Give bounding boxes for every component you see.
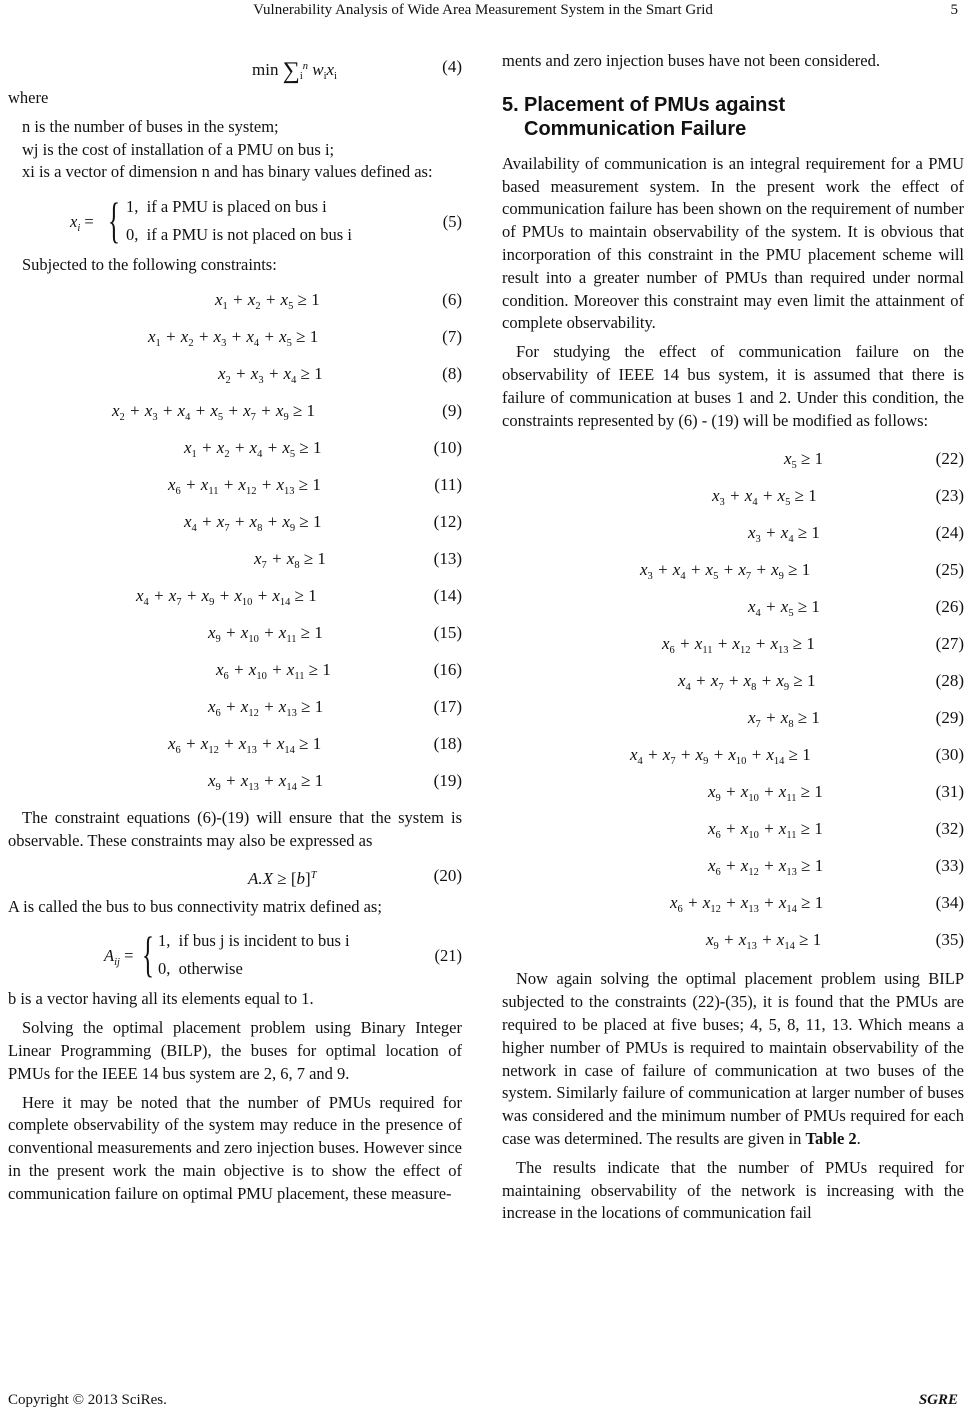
page-number: 5 (950, 2, 958, 18)
constraint-33: $x_6 + x_{12} + x_{13} \ge 1$ (33) (708, 856, 964, 879)
equation-number: (4) (442, 57, 462, 76)
constraint-22: $x_5 \ge 1$ (22) (784, 449, 964, 472)
constraint-11: $x_6 + x_{11} + x_{12} + x_{13} \ge 1$ (11) (168, 474, 462, 497)
constraint-9: $x_2 + x_3 + x_4 + x_5 + x_7 + x_9 \ge 1$ (9) (112, 400, 462, 423)
page-footer (0, 1392, 966, 1414)
equation-5-case-1: 1, if a PMU is placed on bus i (126, 197, 327, 217)
left-column (8, 50, 462, 1212)
constraint-30: $x_4 + x_7 + x_9 + x_{10} + x_{14} \ge 1$ (30) (630, 745, 964, 768)
constraint-12: $x_4 + x_7 + x_8 + x_9 \ge 1$ (12) (184, 511, 462, 534)
paragraph-matrix-a: A is called the bus to bus connectivity matrix defined as; (8, 896, 382, 916)
subjected-text: Subjected to the following constraints: (22, 255, 277, 275)
equation-5-case-2: 0, if a PMU is not placed on bus i (126, 225, 352, 245)
paragraph-results: The results indicate that the number of PMUs required for maintaining observability of the network is increasing with the increase in the locations of communication fail (502, 1157, 964, 1223)
objective-expression: $\min \sum_i^n$ $w_ix_i$ (252, 58, 337, 84)
constraint-23: $x_3 + x_4 + x_5 \ge 1$ (23) (712, 486, 964, 509)
equation-number: (21) (434, 946, 462, 966)
equation-21-case-1: 1, if bus j is incident to bus i (158, 931, 350, 951)
definition-n: n is the number of buses in the system; (22, 116, 279, 136)
constraint-18: $x_6 + x_{12} + x_{13} + x_{14} \ge 1$ (18) (168, 733, 462, 756)
paragraph-continuation: ments and zero injection buses have not been considered. (502, 51, 881, 70)
where-text: where (8, 88, 49, 107)
right-column (502, 50, 964, 1231)
equation-21-case-2: 0, otherwise (158, 959, 243, 979)
paragraph-availability: Availability of communication is an integral requirement for a PMU based measurement system. In the present work the effect of communication failure has been shown on the requirement of number of PMUs to maintain observability of the system. It is obvious that incorporation of this constraint in the PMU placement scheme will result into a greater number of PMUs than required under normal condition. Moreover this constraint may even limit the attainment of complete observability. (502, 153, 964, 333)
constraint-26: $x_4 + x_5 \ge 1$ (26) (748, 597, 964, 620)
constraint-13: $x_7 + x_8 \ge 1$ (13) (254, 548, 462, 571)
constraint-29: $x_7 + x_8 \ge 1$ (29) (748, 708, 964, 731)
constraint-35: $x_9 + x_{13} + x_{14} \ge 1$ (35) (706, 930, 964, 953)
paragraph-vector-b: b is a vector having all its elements equal to 1. (8, 989, 314, 1009)
constraint-19: $x_9 + x_{13} + x_{14} \ge 1$ (19) (208, 770, 462, 793)
constraint-17: $x_6 + x_{12} + x_{13} \ge 1$ (17) (208, 696, 462, 719)
constraint-25: $x_3 + x_4 + x_5 + x_7 + x_9 \ge 1$ (25) (640, 560, 964, 583)
constraint-7: $x_1 + x_2 + x_3 + x_4 + x_5 \ge 1$ (7) (148, 326, 462, 349)
constraint-14: $x_4 + x_7 + x_9 + x_{10} + x_{14} \ge 1$ (14) (136, 585, 462, 608)
definition-w: wj is the cost of installation of a PMU on bus i; (22, 139, 335, 159)
constraint-27: $x_6 + x_{11} + x_{12} + x_{13} \ge 1$ (27) (662, 634, 964, 657)
copyright-text: Copyright © 2013 SciRes. (8, 1392, 167, 1408)
running-head (0, 2, 966, 26)
paragraph-studying: For studying the effect of communication failure on the observability of IEEE 14 bus system, it is assumed that there is failure of communication at buses 1 and 2. Under this condition, the constraints represented by (6) - (19) will be modified as follows: (502, 342, 964, 430)
section-heading: 5. Placement of PMUs against Communication Failure (502, 93, 786, 140)
paragraph-solving: Solving the optimal placement problem using Binary Integer Linear Programming (BILP), the buses for optimal location of PMUs for the IEEE 14 bus system are 2, 6, 7 and 9. (8, 1018, 462, 1083)
table-reference[interactable]: Table 2 (805, 1128, 857, 1148)
constraint-10: $x_1 + x_2 + x_4 + x_5 \ge 1$ (10) (184, 437, 462, 460)
constraint-32: $x_6 + x_{10} + x_{11} \ge 1$ (32) (708, 819, 964, 842)
paragraph-constraints: The constraint equations (6)-(19) will ensure that the system is observable. These constraints may also be expressed as (8, 807, 462, 850)
equation-number: (5) (442, 212, 462, 232)
brace-icon: { (108, 192, 120, 249)
definition-x: xi is a vector of dimension n and has binary values defined as: (22, 162, 433, 182)
constraint-6: $x_1 + x_2 + x_5 \ge 1$ (6) (215, 289, 462, 312)
paragraph-here: Here it may be noted that the number of PMUs required for complete observability of the system may reduce in the presence of conventional measurements and zero injection buses. However since in the present work the main objective is to show the effect of communication failure on optimal PMU placement, these measure- (8, 1092, 462, 1203)
brace-icon: { (142, 926, 154, 983)
constraint-15: $x_9 + x_{10} + x_{11} \ge 1$ (15) (208, 622, 462, 645)
constraint-31: $x_9 + x_{10} + x_{11} \ge 1$ (31) (708, 782, 964, 805)
constraint-8: $x_2 + x_3 + x_4 \ge 1$ (8) (218, 363, 462, 386)
constraint-16: $x_6 + x_{10} + x_{11} \ge 1$ (16) (216, 659, 462, 682)
journal-abbreviation: SGRE (918, 1392, 958, 1408)
constraint-28: $x_4 + x_7 + x_8 + x_9 \ge 1$ (28) (678, 671, 964, 694)
equation-21 (8, 924, 462, 988)
constraint-34: $x_6 + x_{12} + x_{13} + x_{14} \ge 1$ (34) (670, 893, 964, 916)
equation-5-lhs: $x_i$ = (70, 212, 94, 235)
running-title: Vulnerability Analysis of Wide Area Measurement System in the Smart Grid (253, 2, 713, 18)
paragraph-now-again: Now again solving the optimal placement problem using BILP subjected to the constraints (22)-(35), it is found that the PMUs are required to be placed at five buses; 4, 5, 8, 11, 13. Which means a higher number of PMUs is required to maintain observability of the network in case of failure of communication at two buses of the system. Similarly failure of communication at larger number of buses was considered and the minimum number of PMUs required for each case was determined. The results are given in Table 2. (502, 969, 964, 1148)
constraint-24: $x_3 + x_4 \ge 1$ (24) (748, 523, 964, 546)
equation-4 (8, 50, 462, 87)
equation-5 (8, 190, 462, 254)
equation-20: $A.X \ge [b]^T$ (20) (248, 865, 462, 888)
equation-21-lhs: $A_{ij}$ = (104, 946, 134, 969)
